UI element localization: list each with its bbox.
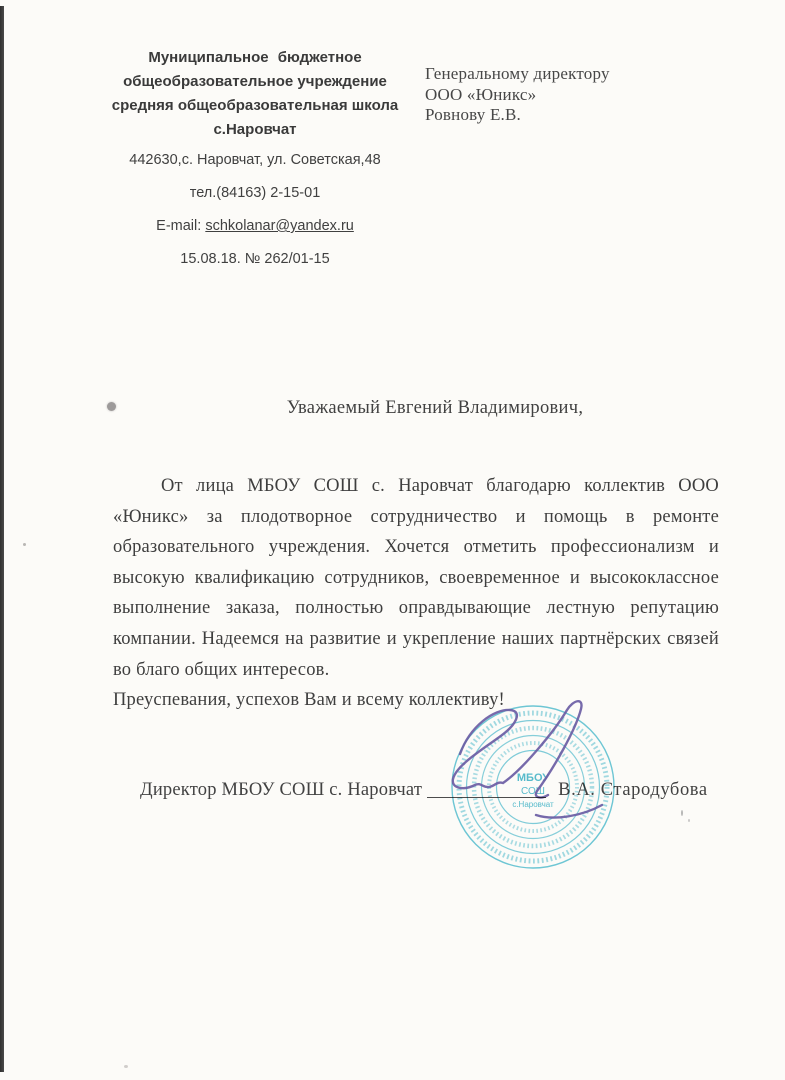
org-name-line: с.Наровчат (213, 121, 297, 138)
closing-line: Преуспевания, успехов Вам и всему коллективу! (113, 690, 505, 711)
body-line: во благо общих интересов. (113, 659, 330, 680)
reference-number: 15.08.18. № 262/01-15 (180, 251, 330, 267)
email-address: schkolanar@yandex.ru (205, 218, 354, 234)
signatory-name: В.А. Стародубова (558, 780, 708, 800)
body-line: «Юникс» за плодотворное сотрудничество и помощь в ремонте (113, 506, 719, 527)
email-label: E-mail: (156, 218, 206, 234)
org-name-line: Муниципальное бюджетное (148, 49, 362, 66)
scan-edge-artifact (0, 6, 4, 1072)
scan-speck (688, 819, 690, 822)
scan-speck (681, 810, 683, 816)
recipient-line: Генеральному директору (425, 64, 610, 83)
org-name-line: общеобразовательное учреждение (123, 73, 387, 90)
stamp-text-line: с.Наровчат (512, 800, 554, 809)
recipient-line: Ровнову Е.В. (425, 105, 521, 124)
scan-speck (124, 1065, 128, 1068)
stamp-text-line: МБОУ (516, 772, 550, 784)
recipient-block (425, 64, 610, 126)
body-line: выполнение заказа, полностью оправдывающие лестную репутацию (113, 598, 719, 619)
address-line: 442630,с. Наровчат, ул. Советская,48 (129, 152, 381, 168)
body-line: образовательного учреждения. Хочется отметить профессионализм и (113, 537, 719, 558)
body-line: высокую квалификацию сотрудников, своевременное и высококлассное (113, 567, 719, 588)
signature-title: Директор МБОУ СОШ с. Наровчат (140, 780, 423, 800)
scan-speck (23, 543, 26, 546)
letterhead (95, 46, 415, 269)
email-line (95, 216, 415, 236)
salutation: Уважаемый Евгений Владимирович, (286, 398, 584, 418)
body-line: компании. Надеемся на развитие и укрепление наших партнёрских связей (113, 628, 719, 649)
stamp-text-line: СОШ (521, 786, 545, 797)
phone-line: тел.(84163) 2-15-01 (189, 185, 321, 201)
letter-body (113, 471, 719, 716)
recipient-line: ООО «Юникс» (425, 84, 537, 104)
org-name-line: средняя общеобразовательная школа (111, 97, 399, 114)
body-line: От лица МБОУ СОШ с. Наровчат благодарю коллектив ООО (161, 476, 719, 496)
school-stamp (430, 692, 645, 882)
